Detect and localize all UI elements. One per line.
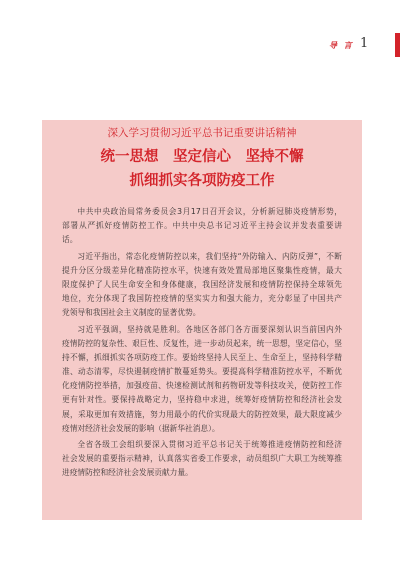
paragraph-line: 习近平指出，常态化疫情防控以来，我们坚持“外防输入、内防反弹”，不断 [77, 251, 342, 261]
paragraph-line: 展，采取更加有效措施，努力用最小的代价实现最大的防控效果，最大限度减少 [62, 409, 342, 419]
paragraph-line: 习近平强调，坚持就是胜利。各地区各部门各方面要深刻认识当前国内外 [77, 324, 342, 334]
paragraph-line: 提升分区分级差异化精准防控水平，快速有效处置局部地区聚集性疫情，最大 [62, 265, 342, 275]
page-number: 1 [360, 36, 369, 51]
paragraph-line: 全省各级工会组织要深入贯彻习近平总书记关于统筹推进疫情防控和经济 [77, 440, 342, 449]
paragraph-line: 疫情对经济社会发展的影响（据新华社消息）。 [62, 423, 220, 433]
main-title [42, 145, 362, 193]
body-paragraph [62, 205, 342, 248]
edge-tab-marker [395, 33, 400, 57]
title-line: 统一思想 坚定信心 坚持不懈 [100, 148, 304, 165]
body-paragraph [62, 438, 342, 481]
paragraph-line: 党领导和我国社会主义制度的显著优势。 [62, 308, 201, 318]
paragraph-line: 部署从严抓好疫情防控工作。中共中央总书记习近平主持会议并发表重要讲 [62, 221, 342, 231]
running-header-section: 导 言 [329, 41, 354, 50]
body-paragraph [62, 250, 342, 321]
title-line: 抓细抓实各项防疫工作 [129, 172, 275, 189]
paragraph-line: 地位，充分体现了我国防控疫情的坚实实力和强大能力，充分彰显了中国共产 [62, 294, 342, 304]
paragraph-line: 中共中央政治局常务委员会3月17日召开会议，分析新冠肺炎疫情形势， [77, 207, 342, 216]
paragraph-line: 疫情防控的复杂性、艰巨性、反复性，进一步动员起来，统一思想，坚定信心，坚 [62, 338, 342, 348]
kicker-heading: 深入学习贯彻习近平总书记重要讲话精神 [107, 127, 297, 139]
body-paragraph [62, 323, 342, 437]
paragraph-line: 准、动态清零，尽快遏制疫情扩散蔓延势头。要提高科学精准防控水平，不断优 [62, 367, 342, 377]
paragraph-line: 更有针对性。要保持战略定力，坚持稳中求进，统筹好疫情防控和经济社会发 [62, 395, 342, 405]
paragraph-line: 社会发展的重要指示精神，认真落实省委工作要求，动员组织广大职工为统筹推 [62, 454, 342, 464]
paragraph-line: 持不懈，抓细抓实各项防疫工作。要始终坚持人民至上、生命至上，坚持科学精 [62, 352, 342, 362]
paragraph-line: 话。 [62, 235, 78, 245]
article-body [62, 205, 342, 483]
highlight-panel [42, 120, 362, 520]
paragraph-line: 化疫情防控举措，加强疫苗、快速检测试剂和药物研发等科技攻关，使防控工作 [62, 381, 342, 391]
paragraph-line: 进疫情防控和经济社会发展贡献力量。 [62, 468, 193, 478]
paragraph-line: 限度保护了人民生命安全和身体健康，我国经济发展和疫情防控保持全球领先 [62, 279, 342, 289]
